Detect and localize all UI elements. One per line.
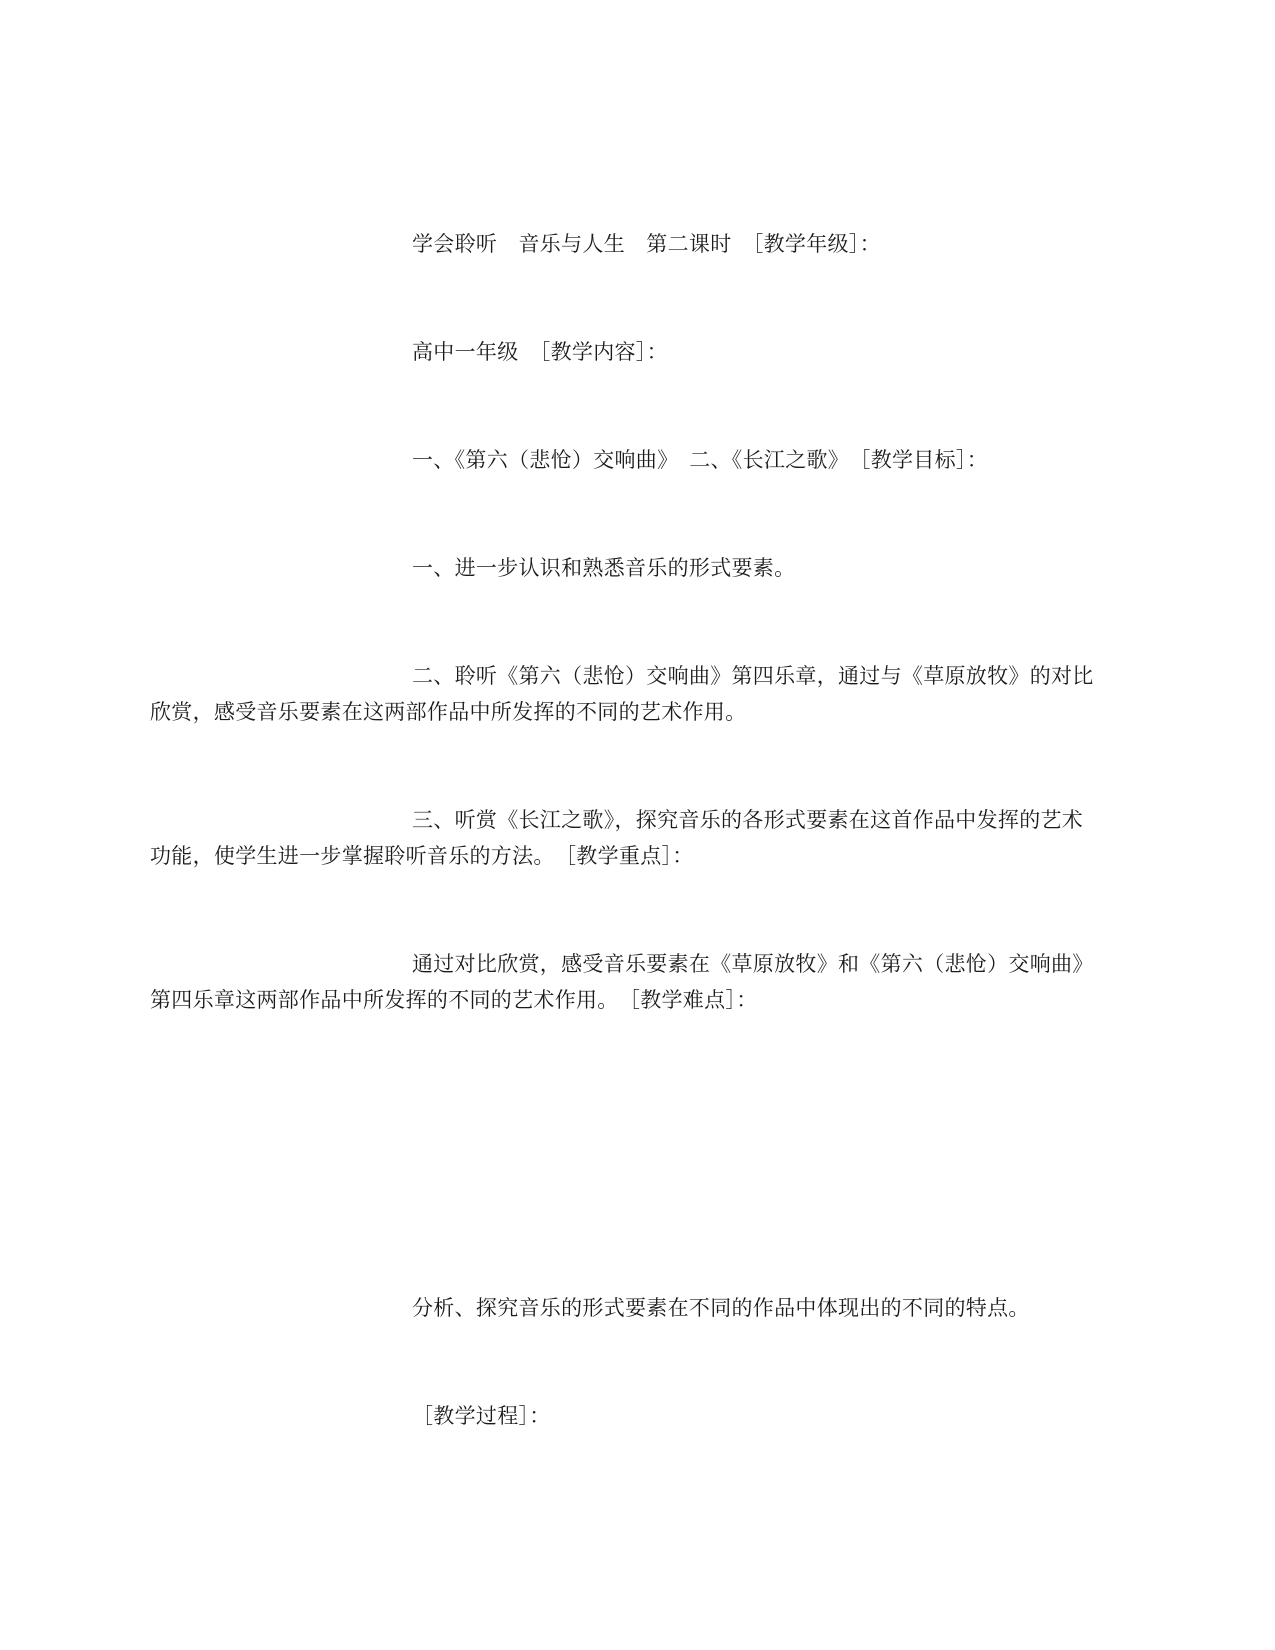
paragraph-goal-1: 一、进一步认识和熟悉音乐的形式要素。 bbox=[412, 556, 796, 580]
paragraph-key-point-line-2: 第四乐章这两部作品中所发挥的不同的艺术作用。 ［教学难点］： bbox=[150, 988, 758, 1012]
paragraph-grade-line: 高中一年级 ［教学内容］： bbox=[412, 340, 668, 364]
paragraph-goal-2-line-1: 二、聆听《第六（悲怆）交响曲》第四乐章，通过与《草原放牧》的对比 bbox=[412, 664, 1094, 688]
paragraph-process-heading: ［教学过程］： bbox=[412, 1404, 551, 1428]
paragraph-title-line: 学会聆听 音乐与人生 第二课时 ［教学年级］： bbox=[412, 232, 881, 256]
paragraph-content-line: 一、《第六（悲怆）交响曲》 二、《长江之歌》 ［教学目标］： bbox=[412, 448, 988, 472]
paragraph-goal-3-line-1: 三、听赏《长江之歌》，探究音乐的各形式要素在这首作品中发挥的艺术 bbox=[412, 808, 1084, 832]
paragraph-goal-2-line-2: 欣赏，感受音乐要素在这两部作品中所发挥的不同的艺术作用。 bbox=[150, 700, 747, 724]
paragraph-goal-3-line-2: 功能，使学生进一步掌握聆听音乐的方法。 ［教学重点］： bbox=[150, 844, 694, 868]
paragraph-difficulty: 分析、探究音乐的形式要素在不同的作品中体现出的不同的特点。 bbox=[412, 1296, 1030, 1320]
paragraph-key-point-line-1: 通过对比欣赏，感受音乐要素在《草原放牧》和《第六（悲怆）交响曲》 bbox=[412, 952, 1094, 976]
